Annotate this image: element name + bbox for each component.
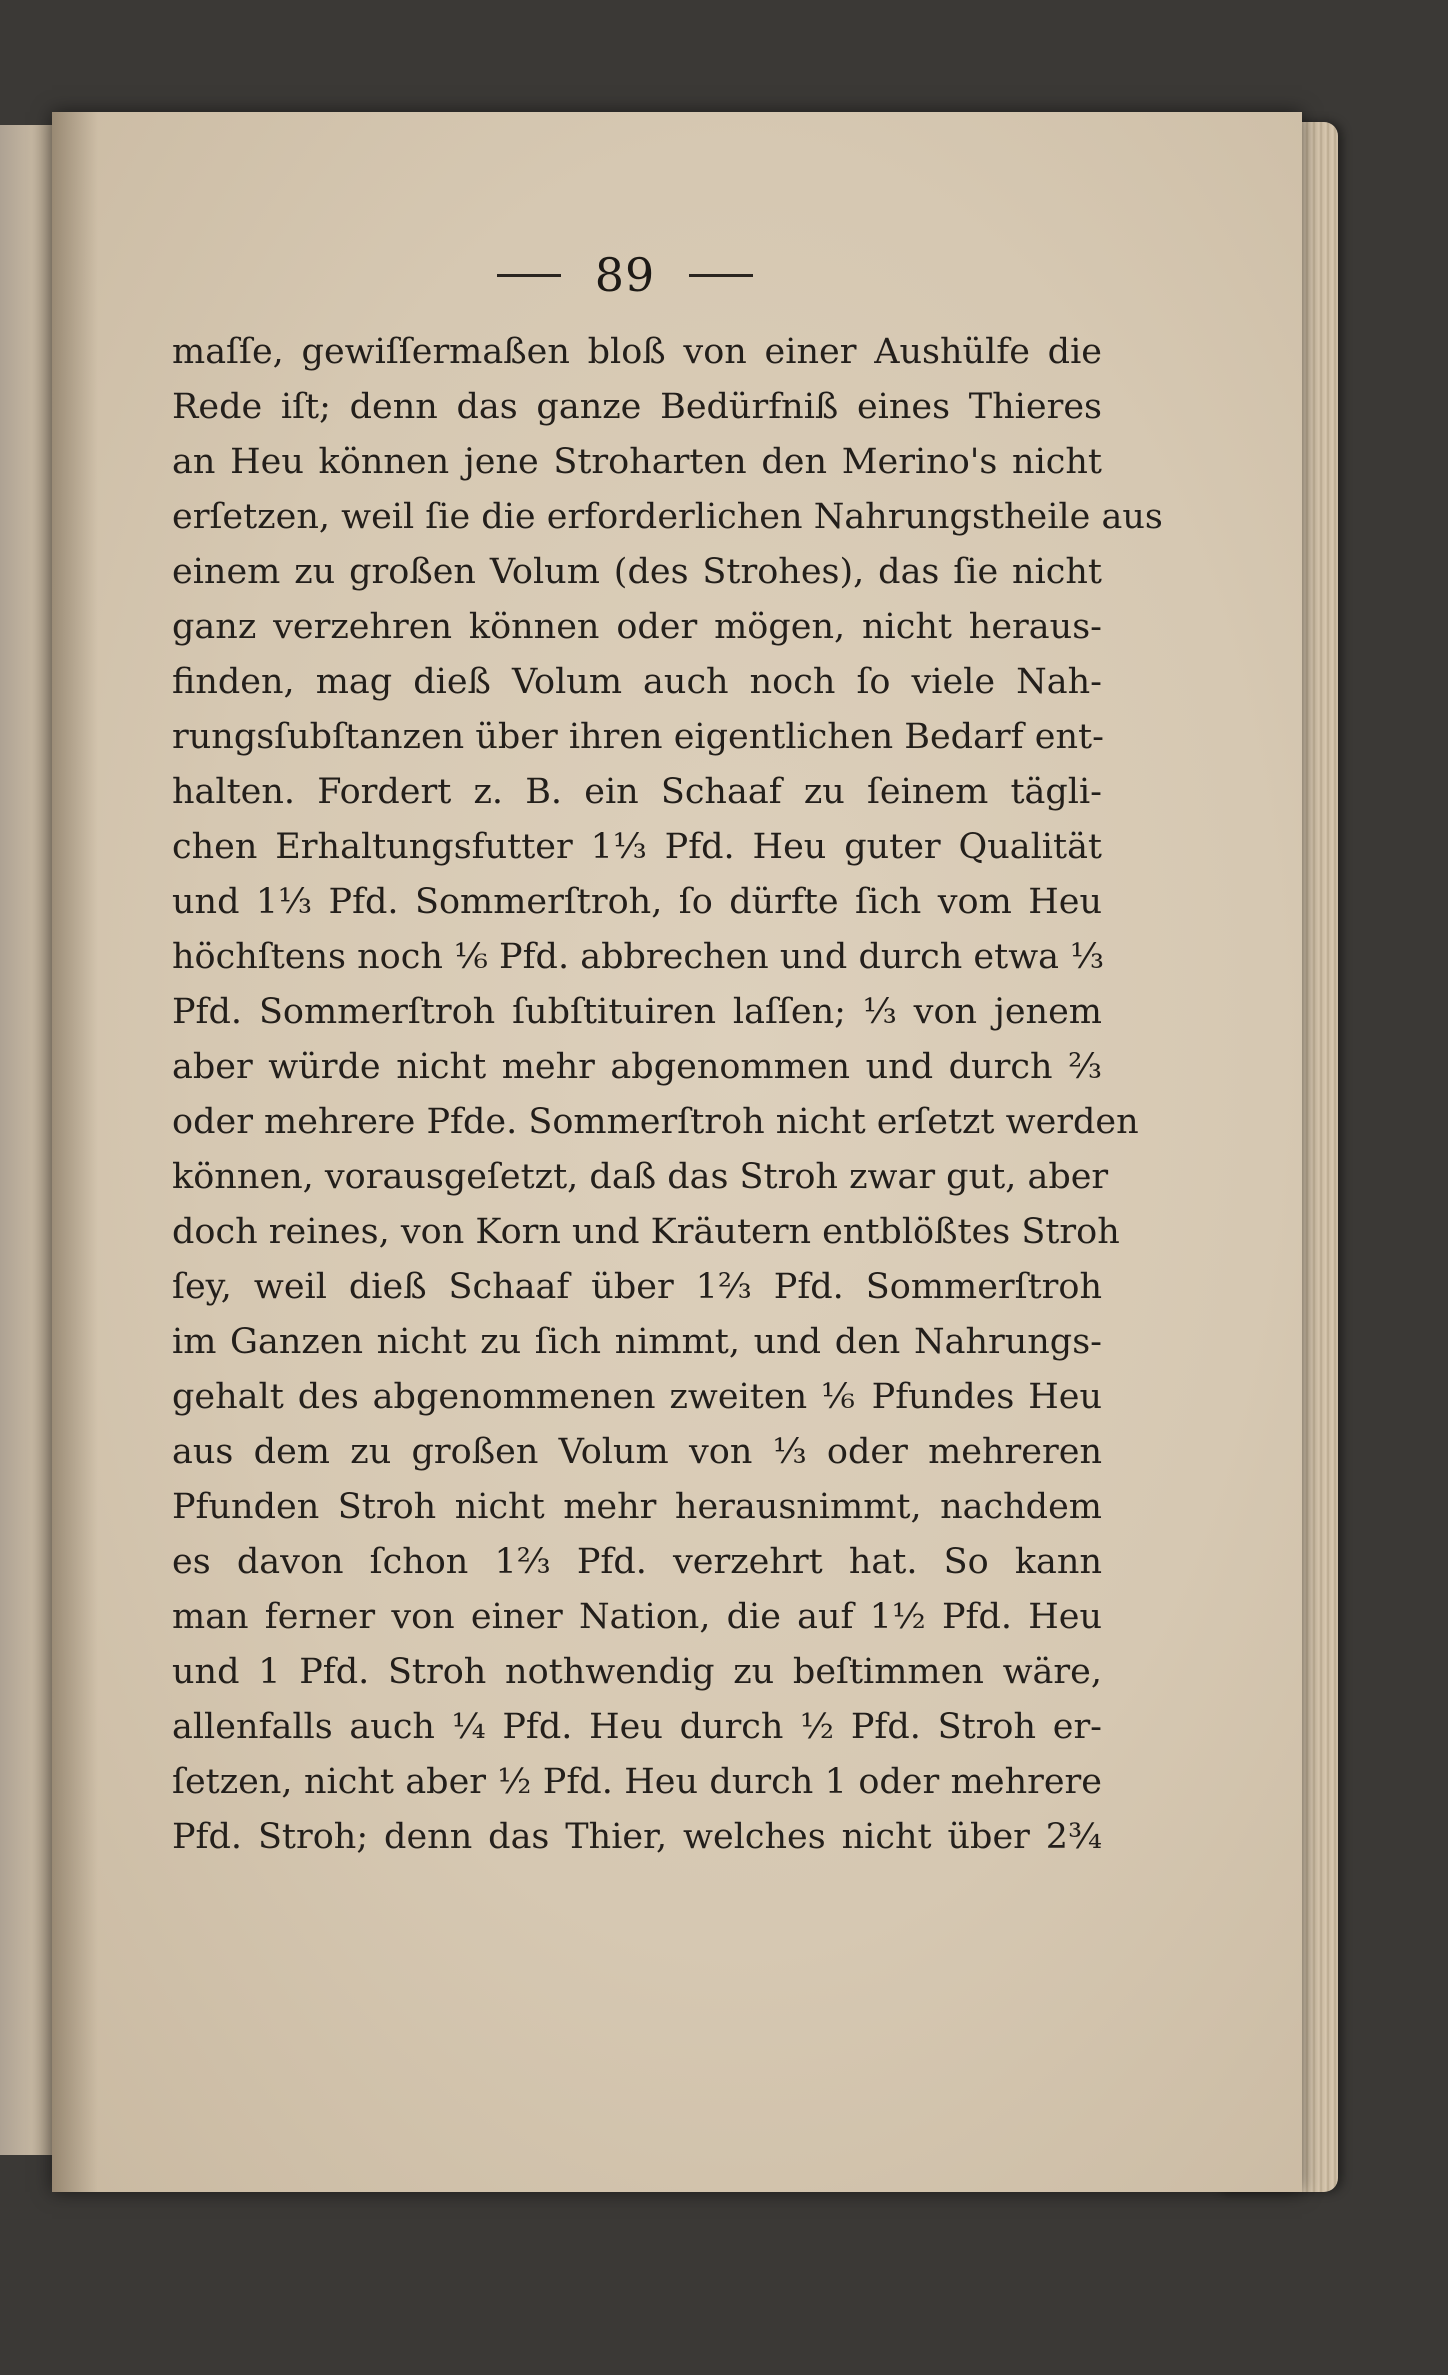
text-line: oder mehrere Pfde. Sommerſtroh nicht erſetzt werden xyxy=(172,1102,1139,1142)
text-line: Pfunden Stroh nicht mehr herausnimmt, nachdem xyxy=(172,1487,1102,1527)
text-line: und 1⅓ Pfd. Sommerſtroh, ſo dürfte ſich vom Heu xyxy=(172,882,1102,922)
text-line: höchſtens noch ⅙ Pfd. abbrechen und durch etwa ⅓ xyxy=(172,937,1105,977)
page-number: 89 xyxy=(594,248,656,302)
header-dash-right xyxy=(689,274,753,277)
text-line: gehalt des abgenommenen zweiten ⅙ Pfundes Heu xyxy=(172,1377,1102,1417)
header-dash-left xyxy=(497,274,561,277)
text-line: man ferner von einer Nation, die auf 1½ Pfd. Heu xyxy=(172,1597,1102,1637)
page-gutter-shadow xyxy=(52,112,98,2192)
text-line: es davon ſchon 1⅔ Pfd. verzehrt hat. So kann xyxy=(172,1542,1102,1582)
text-line: doch reines, von Korn und Kräutern entblößtes Stroh xyxy=(172,1212,1120,1252)
text-line: Rede iſt; denn das ganze Bedürfniß eines Thieres xyxy=(172,387,1102,427)
text-line: an Heu können jene Stroharten den Merino's nicht xyxy=(172,442,1102,482)
text-line: aus dem zu großen Volum von ⅓ oder mehreren xyxy=(172,1432,1102,1472)
text-line: im Ganzen nicht zu ſich nimmt, und den Nahrungs- xyxy=(172,1322,1102,1362)
text-line: allenfalls auch ¼ Pfd. Heu durch ½ Pfd. Stroh er- xyxy=(172,1707,1102,1747)
text-line: ſey, weil dieß Schaaf über 1⅔ Pfd. Sommerſtroh xyxy=(172,1267,1102,1307)
text-line: ſetzen, nicht aber ½ Pfd. Heu durch 1 oder mehrere xyxy=(172,1762,1102,1802)
page-header xyxy=(475,240,775,310)
text-line: Pfd. Sommerſtroh ſubſtituiren laſſen; ⅓ von jenem xyxy=(172,992,1102,1032)
text-line: erſetzen, weil ſie die erforderlichen Nahrungstheile aus xyxy=(172,497,1163,537)
text-line: und 1 Pfd. Stroh nothwendig zu beſtimmen wäre, xyxy=(172,1652,1102,1692)
text-line: Pfd. Stroh; denn das Thier, welches nicht über 2¾ xyxy=(172,1817,1102,1857)
text-line: maſſe, gewiſſermaßen bloß von einer Aushülfe die xyxy=(172,332,1102,372)
text-line: halten. Fordert z. B. ein Schaaf zu ſeinem tägli- xyxy=(172,772,1102,812)
text-line: chen Erhaltungsfutter 1⅓ Pfd. Heu guter Qualität xyxy=(172,827,1102,867)
adjacent-page-edge xyxy=(0,125,58,2155)
text-line: finden, mag dieß Volum auch noch ſo viele Nah- xyxy=(172,662,1102,702)
text-line: können, vorausgeſetzt, daß das Stroh zwar gut, aber xyxy=(172,1157,1109,1197)
text-line: rungsſubſtanzen über ihren eigentlichen Bedarf ent- xyxy=(172,717,1104,757)
text-line: ganz verzehren können oder mögen, nicht heraus- xyxy=(172,607,1102,647)
text-line: einem zu großen Volum (des Strohes), das ſie nicht xyxy=(172,552,1102,592)
body-text xyxy=(172,325,1163,1865)
text-line: aber würde nicht mehr abgenommen und durch ⅔ xyxy=(172,1047,1102,1087)
